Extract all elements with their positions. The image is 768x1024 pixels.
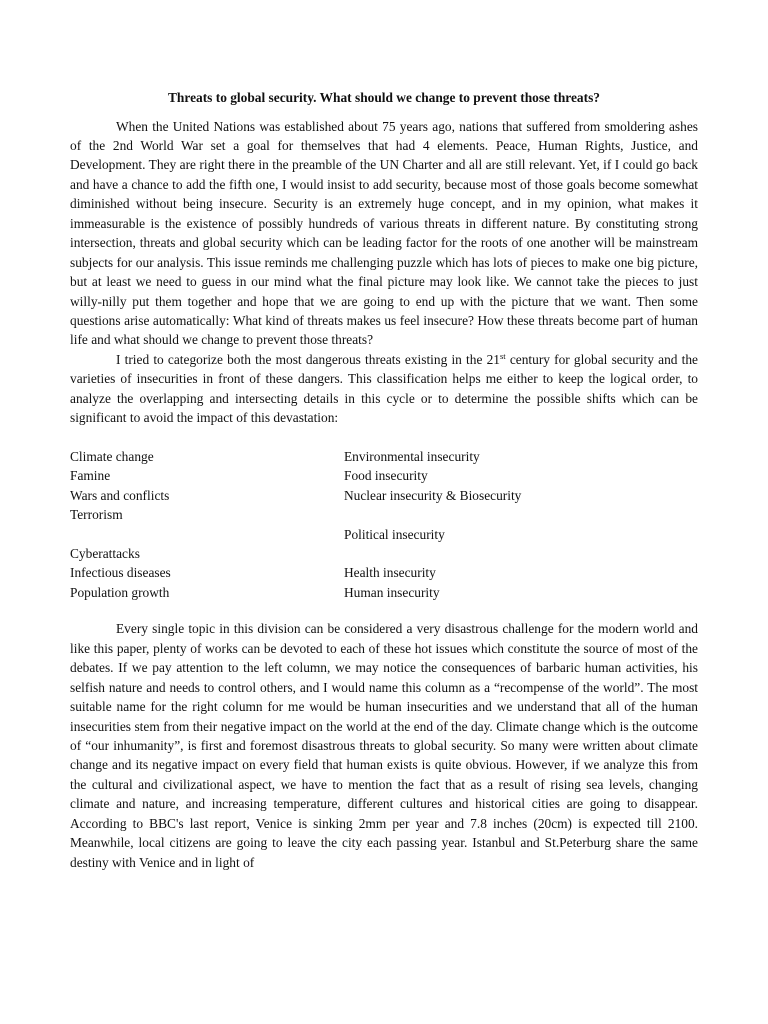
threat-cell: Terrorism <box>70 507 123 523</box>
table-row <box>70 544 698 563</box>
table-row <box>70 486 698 505</box>
threat-cell <box>70 525 344 544</box>
document-page <box>70 88 698 872</box>
insecurity-cell: Political insecurity <box>344 526 445 542</box>
insecurity-cell: Human insecurity <box>344 584 440 600</box>
table-row <box>70 447 698 466</box>
insecurity-cell <box>344 544 698 563</box>
table-row <box>70 563 698 582</box>
threat-cell: Population growth <box>70 584 170 600</box>
superscript-ordinal: st <box>499 350 506 361</box>
insecurity-cell: Health insecurity <box>344 565 436 581</box>
threat-cell: Climate change <box>70 448 154 464</box>
document-title: Threats to global security. What should we change to prevent those threats? <box>168 90 600 105</box>
table-row <box>70 466 698 485</box>
paragraph-classification <box>70 350 698 428</box>
threat-cell: Infectious diseases <box>70 565 171 581</box>
table-row <box>70 583 698 602</box>
threat-cell: Wars and conflicts <box>70 487 170 503</box>
insecurity-cell <box>344 505 698 524</box>
paragraph-classification-after: century for global security and the varieties of insecurities in front of these dangers. This classification helps me either to keep the logical order, to analyze the overlapping and intersecting details in this cycle or to determine the possible shifts which can be significant to avoid the impact of this devastation: <box>70 351 698 426</box>
table-row <box>70 505 698 524</box>
paragraph-classification-before: I tried to categorize both the most dangerous threats existing in the 21 <box>116 351 500 367</box>
table-row <box>70 525 698 544</box>
paragraph-intro: When the United Nations was established about 75 years ago, nations that suffered from smoldering ashes of the 2nd World War set a goal for themselves that had 4 elements. Peace, Human Rights, Justice, and Development. They are right there in the preamble of the UN Charter and all are still relevant. Yet, if I could go back and have a chance to add the fifth one, I would insist to add security, because most of those goals become somewhat diminished without being insecure. Security is an extremely huge concept, and in my opinion, what makes it immeasurable is the existence of possibly hundreds of various threats in different nature. By constituting strong intersection, threats and global security which can be leading factor for the roots of one another will be mainstream subjects for our analysis. This issue reminds me challenging puzzle which has lots of pieces to make one big picture, but at least we need to guess in our mind what the final picture may look like. We cannot take the pieces to just willy-nilly put them together and hope that we are going to end up with the picture that we want. Then some questions arise automatically: What kind of threats makes us feel insecure? How these threats become part of human life and what should we change to prevent those threats? <box>70 118 698 348</box>
threat-cell: Famine <box>70 468 111 484</box>
insecurity-cell: Nuclear insecurity & Biosecurity <box>344 487 522 503</box>
threats-insecurities-table <box>70 447 698 603</box>
paragraph-analysis: Every single topic in this division can be considered a very disastrous challenge for the modern world and like this paper, plenty of works can be devoted to each of these hot issues which constitute the source of most of the debates. If we pay attention to the left column, we may notice the consequences of barbaric human activities, his selfish nature and needs to control others, and I would name this column as a “recompense of the world”. The most suitable name for the right column for me would be human insecurities and we understand that all of the human insecurities stem from their negative impact on the world at the end of the day. Climate change which is the outcome of “our inhumanity”, is first and foremost disastrous threats to global security. So many were written about climate change and its negative impact on every field that human exists is quite obvious. However, if we analyze this from the cultural and civilizational aspect, we have to mention the fact that as a result of rising sea levels, changing climate and nature, and increasing temperature, different cultures and historical cities are going to disappear. According to BBC's last report, Venice is sinking 2mm per year and 7.8 inches (20cm) is expected till 2100. Meanwhile, local citizens are going to leave the city each passing year. Istanbul and St.Peterburg share the same destiny with Venice and in light of <box>70 621 698 870</box>
threat-cell: Cyberattacks <box>70 545 140 561</box>
insecurity-cell: Environmental insecurity <box>344 448 480 464</box>
insecurity-cell: Food insecurity <box>344 468 428 484</box>
